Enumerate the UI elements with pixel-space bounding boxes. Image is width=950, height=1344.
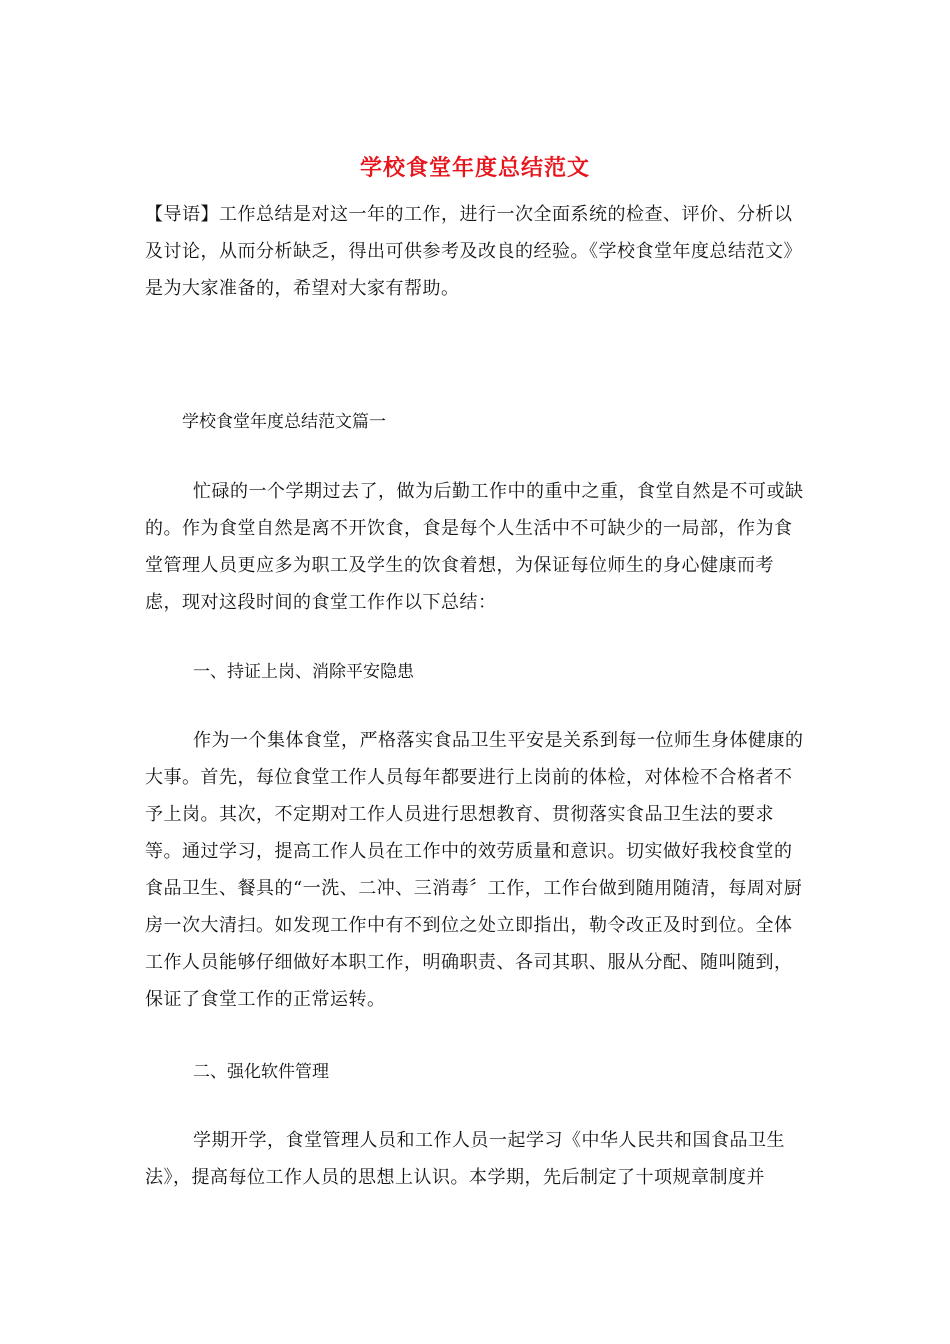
lead-paragraph: 【导语】工作总结是对这一年的工作，进行一次全面系统的检查、评价、分析以及讨论，从而分析缺乏，得出可供参考及改良的经验。《学校食堂年度总结范文》是为大家准备的，希望对大家有帮助。 — [145, 204, 802, 299]
subheading-1: 一、持证上岗、消除平安隐患 — [193, 662, 414, 682]
body-paragraph-1: 忙碌的一个学期过去了，做为后勤工作中的重中之重，食堂自然是不可或缺的。作为食堂自然是离不开饮食，食是每个人生活中不可缺少的一局部，作为食堂管理人员更应多为职工及学生的饮食着想，为保证每位师生的身心健康而考虑，现对这段时间的食堂工作作以下总结： — [145, 481, 804, 613]
body-paragraph-2: 作为一个集体食堂，严格落实食品卫生平安是关系到每一位师生身体健康的大事。首先，每位食堂工作人员每年都要进行上岗前的体检，对体检不合格者不予上岗。其次，不定期对工作人员进行思想教育、贯彻落实食品卫生法的要求等。通过学习，提高工作人员在工作中的效劳质量和意识。切实做好我校食堂的食品卫生、餐具的“一洗、二冲、三消毒〞工作，工作台做到随用随清，每周对厨房一次大清扫。如发现工作中有不到位之处立即指出，勒令改正及时到位。全体工作人员能够仔细做好本职工作，明确职责、各司其职、服从分配、随叫随到，保证了食堂工作的正常运转。 — [145, 730, 804, 1010]
document-title: 学校食堂年度总结范文 — [359, 155, 590, 181]
body-paragraph-3: 学期开学，食堂管理人员和工作人员一起学习《中华人民共和国食品卫生法》，提高每位工作人员的思想上认识。本学期，先后制定了十项规章制度并 — [145, 1130, 785, 1188]
subheading-2: 二、强化软件管理 — [193, 1062, 329, 1082]
section-heading: 学校食堂年度总结范文篇一 — [182, 412, 386, 432]
